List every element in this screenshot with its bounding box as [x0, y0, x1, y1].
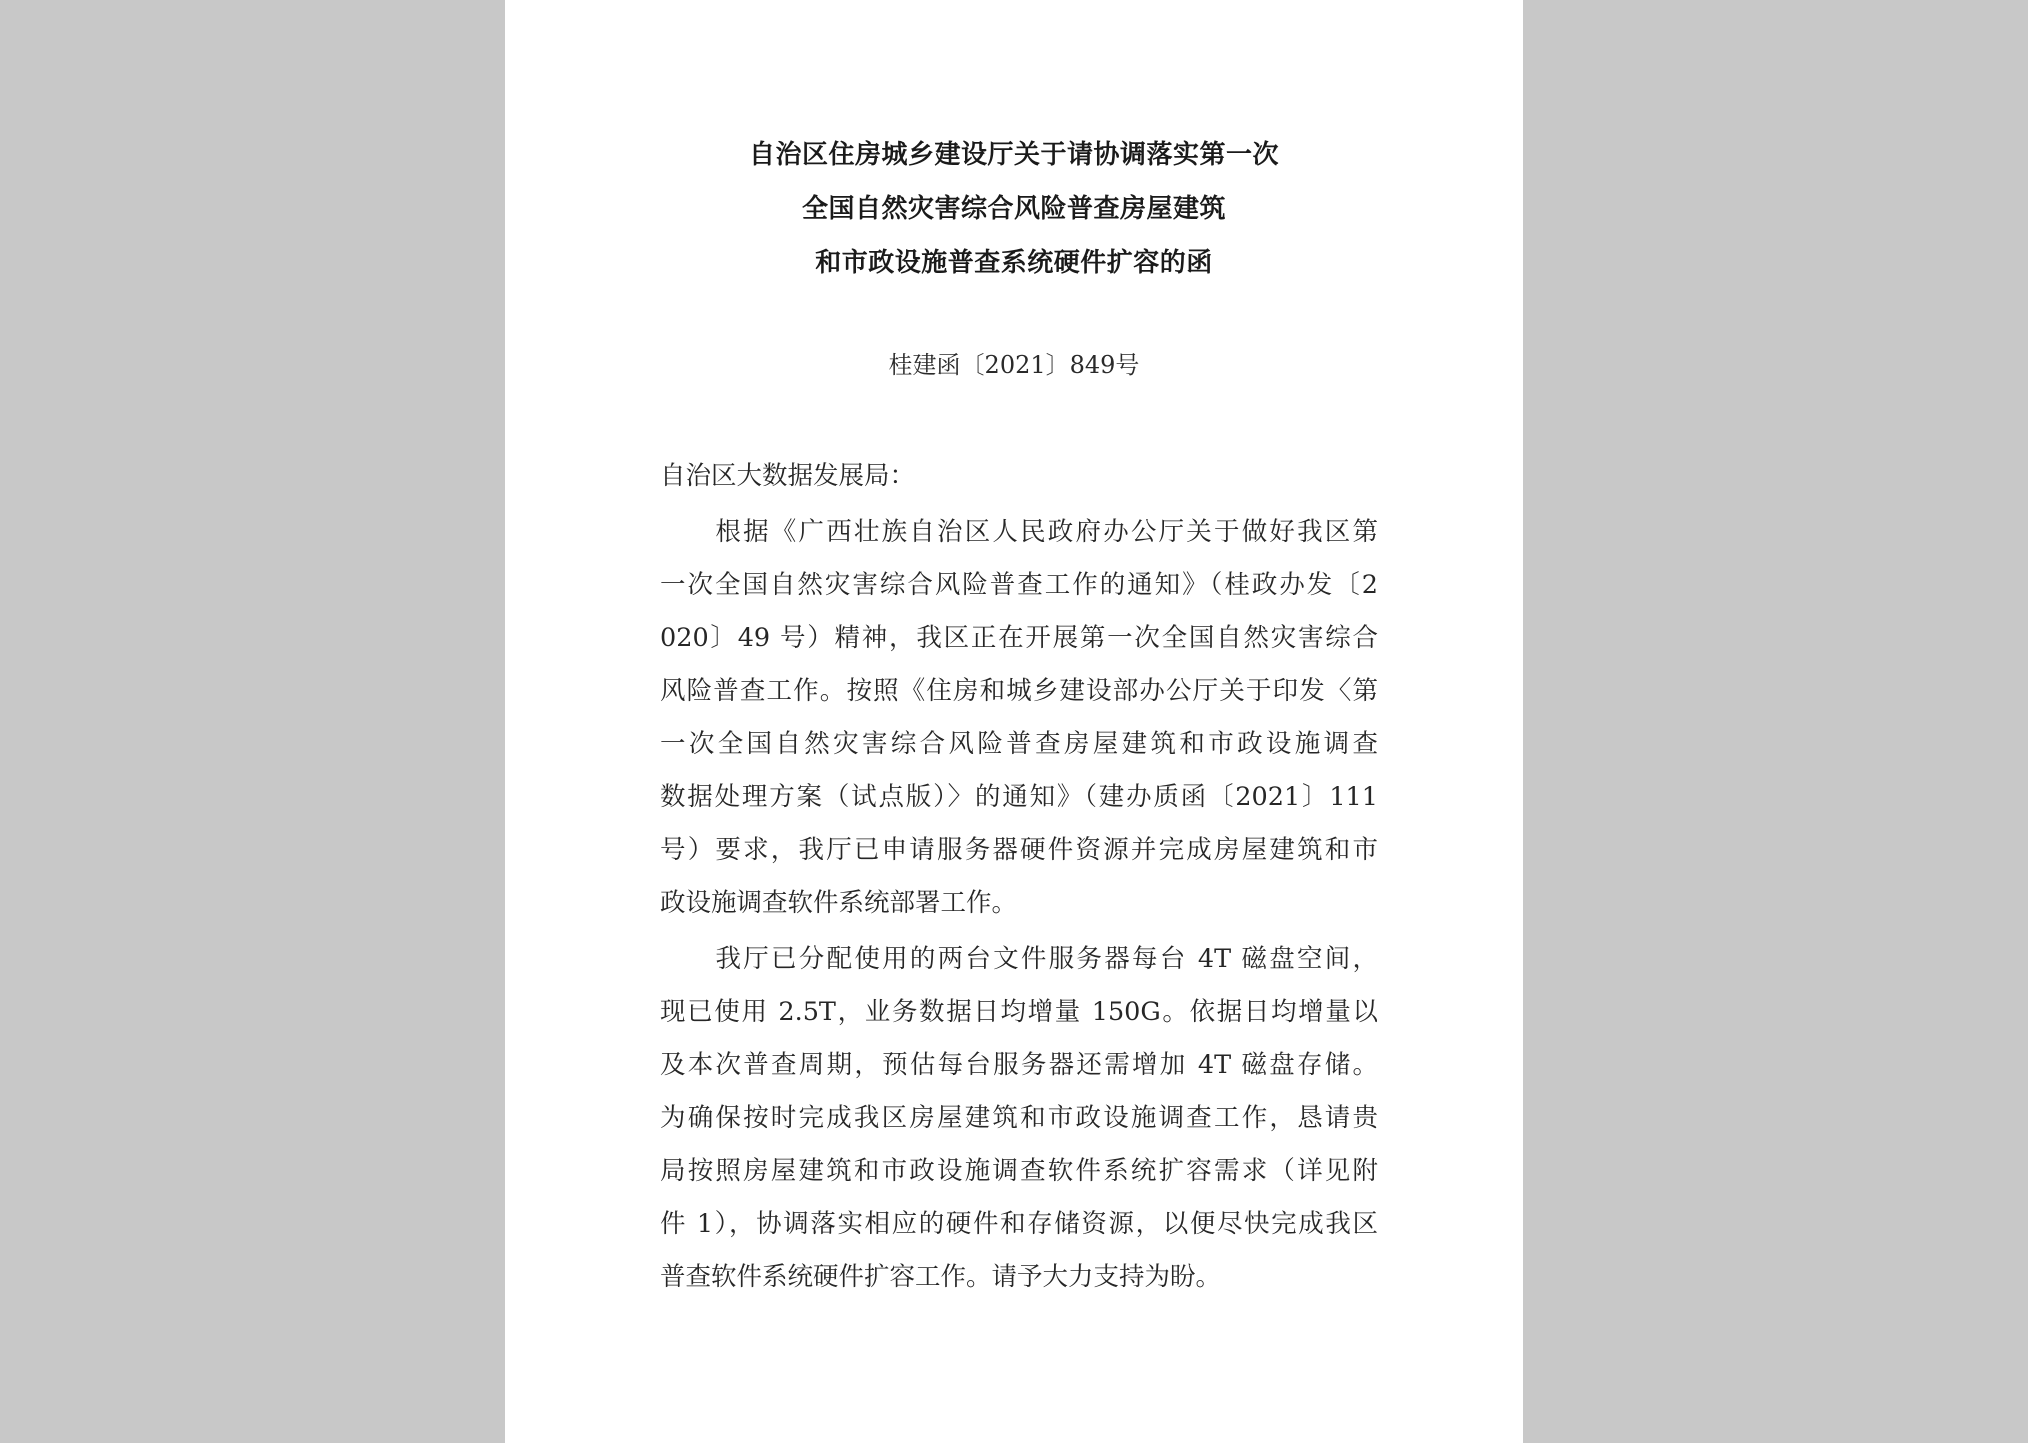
document-title	[505, 128, 1523, 290]
paragraph-line: 局按照房屋建筑和市政设施调查软件系统扩容需求（详见附	[660, 1156, 1378, 1186]
paragraph-line: 政设施调查软件系统部署工作。	[660, 888, 1018, 918]
paragraph-line: 一次全国自然灾害综合风险普查房屋建筑和市政设施调查	[660, 729, 1378, 759]
paragraph-line: 普查软件系统硬件扩容工作。请予大力支持为盼。	[660, 1262, 1222, 1292]
paragraph-line: 号）要求，我厅已申请服务器硬件资源并完成房屋建筑和市	[660, 835, 1378, 865]
paragraph-line: 及本次普查周期，预估每台服务器还需增加 4T 磁盘存储。	[660, 1050, 1378, 1080]
document-number: 桂建函〔2021〕849号	[888, 351, 1140, 379]
paragraph-line: 020〕49 号）精神，我区正在开展第一次全国自然灾害综合	[660, 623, 1378, 653]
paragraph-line: 为确保按时完成我区房屋建筑和市政设施调查工作，恳请贵	[660, 1103, 1378, 1133]
paragraph-line: 件 1），协调落实相应的硬件和存储资源，以便尽快完成我区	[660, 1209, 1378, 1239]
title-line-1: 自治区住房城乡建设厅关于请协调落实第一次	[748, 140, 1279, 170]
paragraph-line: 风险普查工作。按照《住房和城乡建设部办公厅关于印发〈第	[660, 676, 1378, 706]
title-line-3: 和市政设施普查系统硬件扩容的函	[815, 248, 1213, 278]
paragraph-line: 根据《广西壮族自治区人民政府办公厅关于做好我区第	[660, 517, 1378, 547]
document-body	[660, 450, 1378, 1307]
paragraph-1	[660, 506, 1378, 930]
document-page	[505, 0, 1523, 1443]
paragraph-line: 我厅已分配使用的两台文件服务器每台 4T 磁盘空间，	[660, 944, 1378, 974]
paragraph-line: 现已使用 2.5T，业务数据日均增量 150G。依据日均增量以	[660, 997, 1378, 1027]
paragraph-line: 一次全国自然灾害综合风险普查工作的通知》（桂政办发〔2	[660, 570, 1378, 600]
paragraph-2	[660, 933, 1378, 1304]
paragraph-line: 数据处理方案（试点版）〉的通知》（建办质函〔2021〕111	[660, 782, 1378, 812]
title-line-2: 全国自然灾害综合风险普查房屋建筑	[801, 194, 1226, 224]
addressee: 自治区大数据发展局：	[660, 461, 916, 491]
